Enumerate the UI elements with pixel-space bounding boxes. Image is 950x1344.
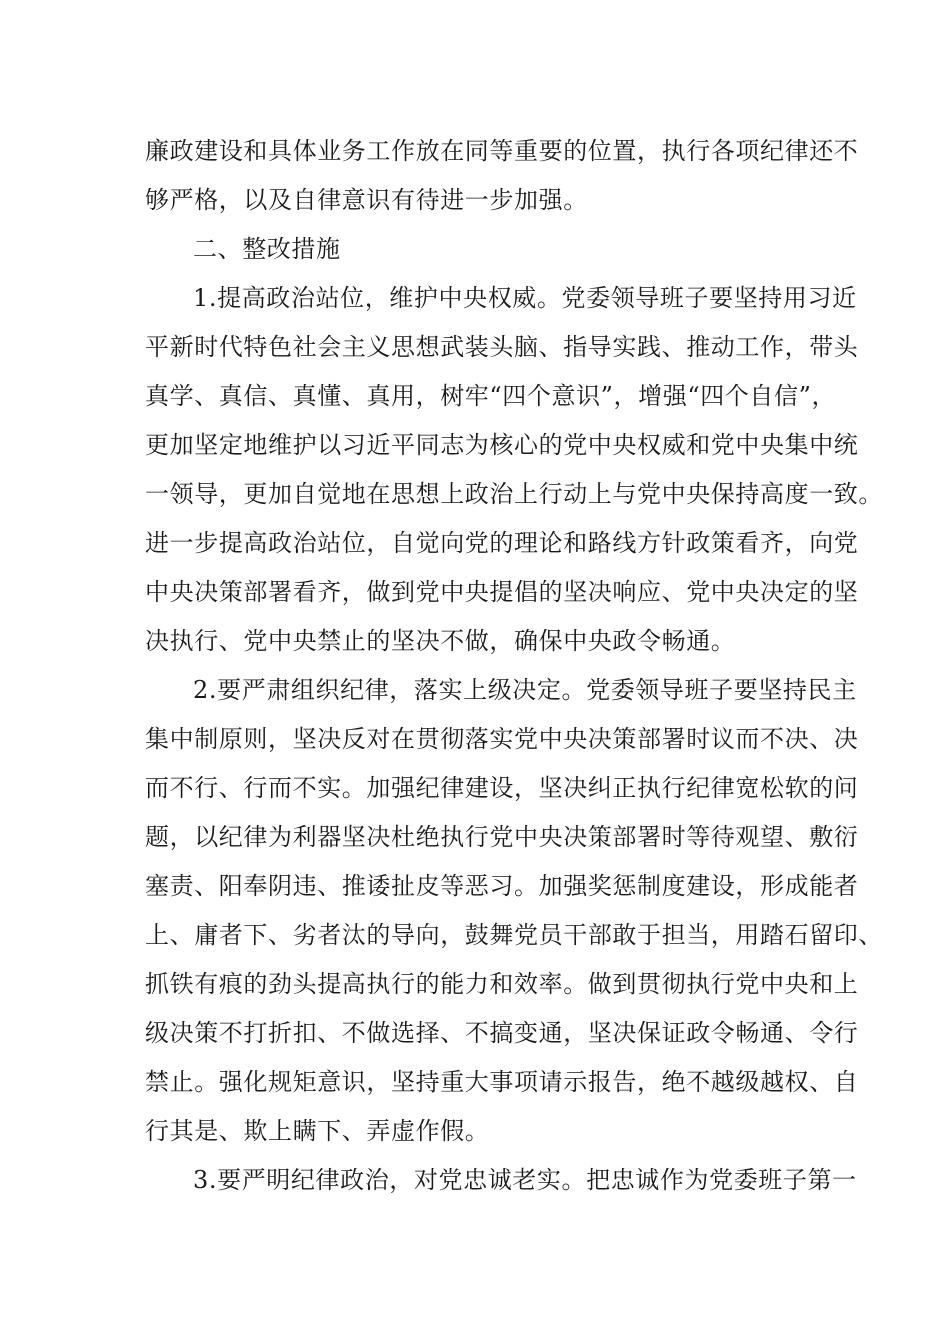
section-heading: 二、整改措施: [193, 235, 341, 263]
text-line: 进一步提高政治站位，自觉向党的理论和路线方针政策看齐，向党: [145, 529, 859, 557]
text-line: 够严格，以及自律意识有待进一步加强。: [145, 186, 588, 214]
text-line: 真学、真信、真懂、真用，树牢“四个意识”，增强“四个自信”，: [145, 382, 837, 410]
text-line: 而不行、行而不实。加强纪律建设，坚决纠正执行纪律宽松软的问: [145, 774, 859, 802]
text-line: 中央决策部署看齐，做到党中央提倡的坚决响应、党中央决定的坚: [145, 578, 859, 606]
paragraph-1-start: 1.提高政治站位，维护中央权威。党委领导班子要坚持用习近: [193, 284, 857, 312]
paragraph-3-start: 3.要严明纪律政治，对党忠诚老实。把忠诚作为党委班子第一: [193, 1166, 857, 1194]
text-line: 集中制原则，坚决反对在贯彻落实党中央决策部署时议而不决、决: [145, 725, 859, 753]
text-line: 抓铁有痕的劲头提高执行的能力和效率。做到贯彻执行党中央和上: [145, 970, 859, 998]
text-line: 平新时代特色社会主义思想武装头脑、指导实践、推动工作，带头: [145, 333, 859, 361]
text-line: 级决策不打折扣、不做选择、不搞变通，坚决保证政令畅通、令行: [145, 1019, 859, 1047]
paragraph-2-start: 2.要严肃组织纪律，落实上级决定。党委领导班子要坚持民主: [193, 676, 857, 704]
text-line: 廉政建设和具体业务工作放在同等重要的位置，执行各项纪律还不: [145, 137, 859, 165]
text-line: 禁止。强化规矩意识，坚持重大事项请示报告，绝不越级越权、自: [145, 1068, 859, 1096]
text-line: 上、庸者下、劣者汰的导向，鼓舞党员干部敢于担当，用踏石留印、: [145, 921, 883, 949]
text-line: 题，以纪律为利器坚决杜绝执行党中央决策部署时等待观望、敷衍: [145, 823, 859, 851]
text-line: 塞责、阳奉阴违、推诿扯皮等恶习。加强奖惩制度建设，形成能者: [145, 872, 859, 900]
text-line: 决执行、党中央禁止的坚决不做，确保中央政令畅通。: [145, 627, 736, 655]
text-line: 行其是、欺上瞒下、弄虚作假。: [145, 1117, 490, 1145]
text-line: 一领导，更加自觉地在思想上政治上行动上与党中央保持高度一致。: [145, 480, 883, 508]
text-line: 更加坚定地维护以习近平同志为核心的党中央权威和党中央集中统: [145, 431, 859, 459]
